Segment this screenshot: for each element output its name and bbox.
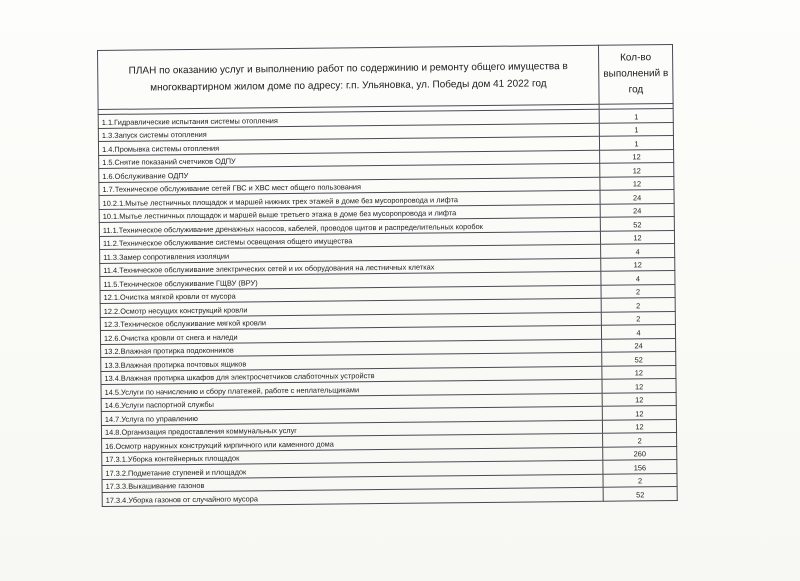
annual-count-cell: 4 <box>601 270 675 284</box>
service-name-cell: 14.7.Услуга по управлению <box>101 406 602 425</box>
service-name-cell: 1.3.Запуск системы отопления <box>98 123 599 142</box>
service-name-cell: 14.6.Услуги паспортной службы <box>101 393 602 412</box>
annual-count-cell: 1 <box>599 135 673 149</box>
service-name-cell: 11.4.Техническое обслуживание электрических сетей и их оборудования на лестничных клетках <box>100 258 601 277</box>
annual-count-cell: 2 <box>601 284 675 298</box>
annual-count-cell: 4 <box>601 324 675 338</box>
service-name-cell: 17.3.3.Выкашивание газонов <box>102 474 603 493</box>
annual-count-cell: 260 <box>603 446 677 460</box>
service-name-cell: 17.3.2.Подметание ступеней и площадок <box>102 460 603 479</box>
service-name-cell: 11.5.Техническое обслуживание ГЩВУ (ВРУ) <box>100 271 601 290</box>
annual-count-cell: 12 <box>602 419 676 433</box>
annual-count-cell: 12 <box>602 378 676 392</box>
annual-count-cell: 12 <box>600 162 674 176</box>
annual-count-cell: 12 <box>600 176 674 190</box>
plan-table-body <box>98 44 678 505</box>
annual-count-cell: 24 <box>600 189 674 203</box>
annual-count-cell: 52 <box>600 216 674 230</box>
annual-count-cell: 12 <box>602 365 676 379</box>
annual-count-cell: 2 <box>603 473 677 487</box>
service-name-cell: 10.1.Мытье лестничных площадок и маршей выше третьего этажа в доме без мусоропровода и лифта <box>99 204 600 223</box>
annual-count-cell: 52 <box>602 351 676 365</box>
service-name-cell: 1.6.Обслуживание ОДПУ <box>99 163 600 182</box>
annual-count-cell: 2 <box>601 297 675 311</box>
annual-count-cell: 2 <box>603 432 677 446</box>
service-name-cell: 16.Осмотр наружных конструкций кирпичного или каменного дома <box>102 433 603 452</box>
annual-count-cell: 12 <box>600 149 674 163</box>
annual-count-cell: 12 <box>601 257 675 271</box>
service-name-cell: 12.3.Техническое обслуживание мягкой кровли <box>100 312 601 331</box>
service-name-cell: 1.5.Снятие показаний счетчиков ОДПУ <box>99 150 600 169</box>
table-title: ПЛАН по оказанию услуг и выполнению работ по содержинию и ремонту общего имущества в многоквартирном жилом доме по адресу: г.п. Ульяновка, ул. Победы дом 41 2022 год <box>98 45 600 109</box>
annual-count-cell: 12 <box>602 392 676 406</box>
service-name-cell: 12.6.Очистка кровли от снега и наледи <box>100 325 601 344</box>
annual-count-cell: 24 <box>602 338 676 352</box>
service-name-cell: 13.4.Влажная протирка шкафов для электросчетчиков слаботочных устройств <box>101 366 602 385</box>
service-name-cell: 11.3.Замер сопротивления изоляции <box>100 244 601 263</box>
qty-column-header: Кол-во выполнений в год <box>598 44 673 104</box>
service-name-cell: 1.7.Техническое обслуживание сетей ГВС и ХВС мест общего пользования <box>99 177 600 196</box>
annual-count-cell: 156 <box>603 459 677 473</box>
service-name-cell: 14.5.Услуги по начислению и сбору платежей, работе с неплательщиками <box>101 379 602 398</box>
service-name-cell: 11.2.Техническое обслуживание системы освещения общего имущества <box>99 231 600 250</box>
service-name-cell: 11.1.Техническое обслуживание дренажных насосов, кабелей, проводов щитов и распределительных коробок <box>99 217 600 236</box>
service-name-cell: 12.1.Очистка мягкой кровли от мусора <box>100 285 601 304</box>
service-name-cell: 14.8.Организация предоставления коммунальных услуг <box>101 420 602 439</box>
service-name-cell: 12.2.Осмотр несущих конструкций кровли <box>100 298 601 317</box>
annual-count-cell: 1 <box>599 108 673 122</box>
service-name-cell: 13.2.Влажная протирка подоконников <box>101 339 602 358</box>
annual-count-cell: 12 <box>602 405 676 419</box>
annual-count-cell: 24 <box>600 203 674 217</box>
table-header-row <box>98 44 674 109</box>
service-name-cell: 10.2.1.Мытье лестничных площадок и маршей нижних трех этажей в доме без мусоропровода и лифта <box>99 190 600 209</box>
service-name-cell: 13.3.Влажная протирка почтовых ящиков <box>101 352 602 371</box>
annual-count-cell: 12 <box>600 230 674 244</box>
annual-count-cell: 4 <box>601 243 675 257</box>
service-name-cell: 17.3.4.Уборка газонов от случайного мусора <box>102 487 603 506</box>
annual-count-cell: 2 <box>601 311 675 325</box>
service-name-cell: 1.1.Гидравлические испытания системы отопления <box>98 109 599 128</box>
annual-count-cell: 1 <box>599 122 673 136</box>
service-name-cell: 17.3.1.Уборка контейнерных площадок <box>102 447 603 466</box>
plan-table <box>97 44 678 507</box>
service-name-cell: 1.4.Промывка системы отопления <box>98 136 599 155</box>
annual-count-cell: 52 <box>603 486 677 500</box>
